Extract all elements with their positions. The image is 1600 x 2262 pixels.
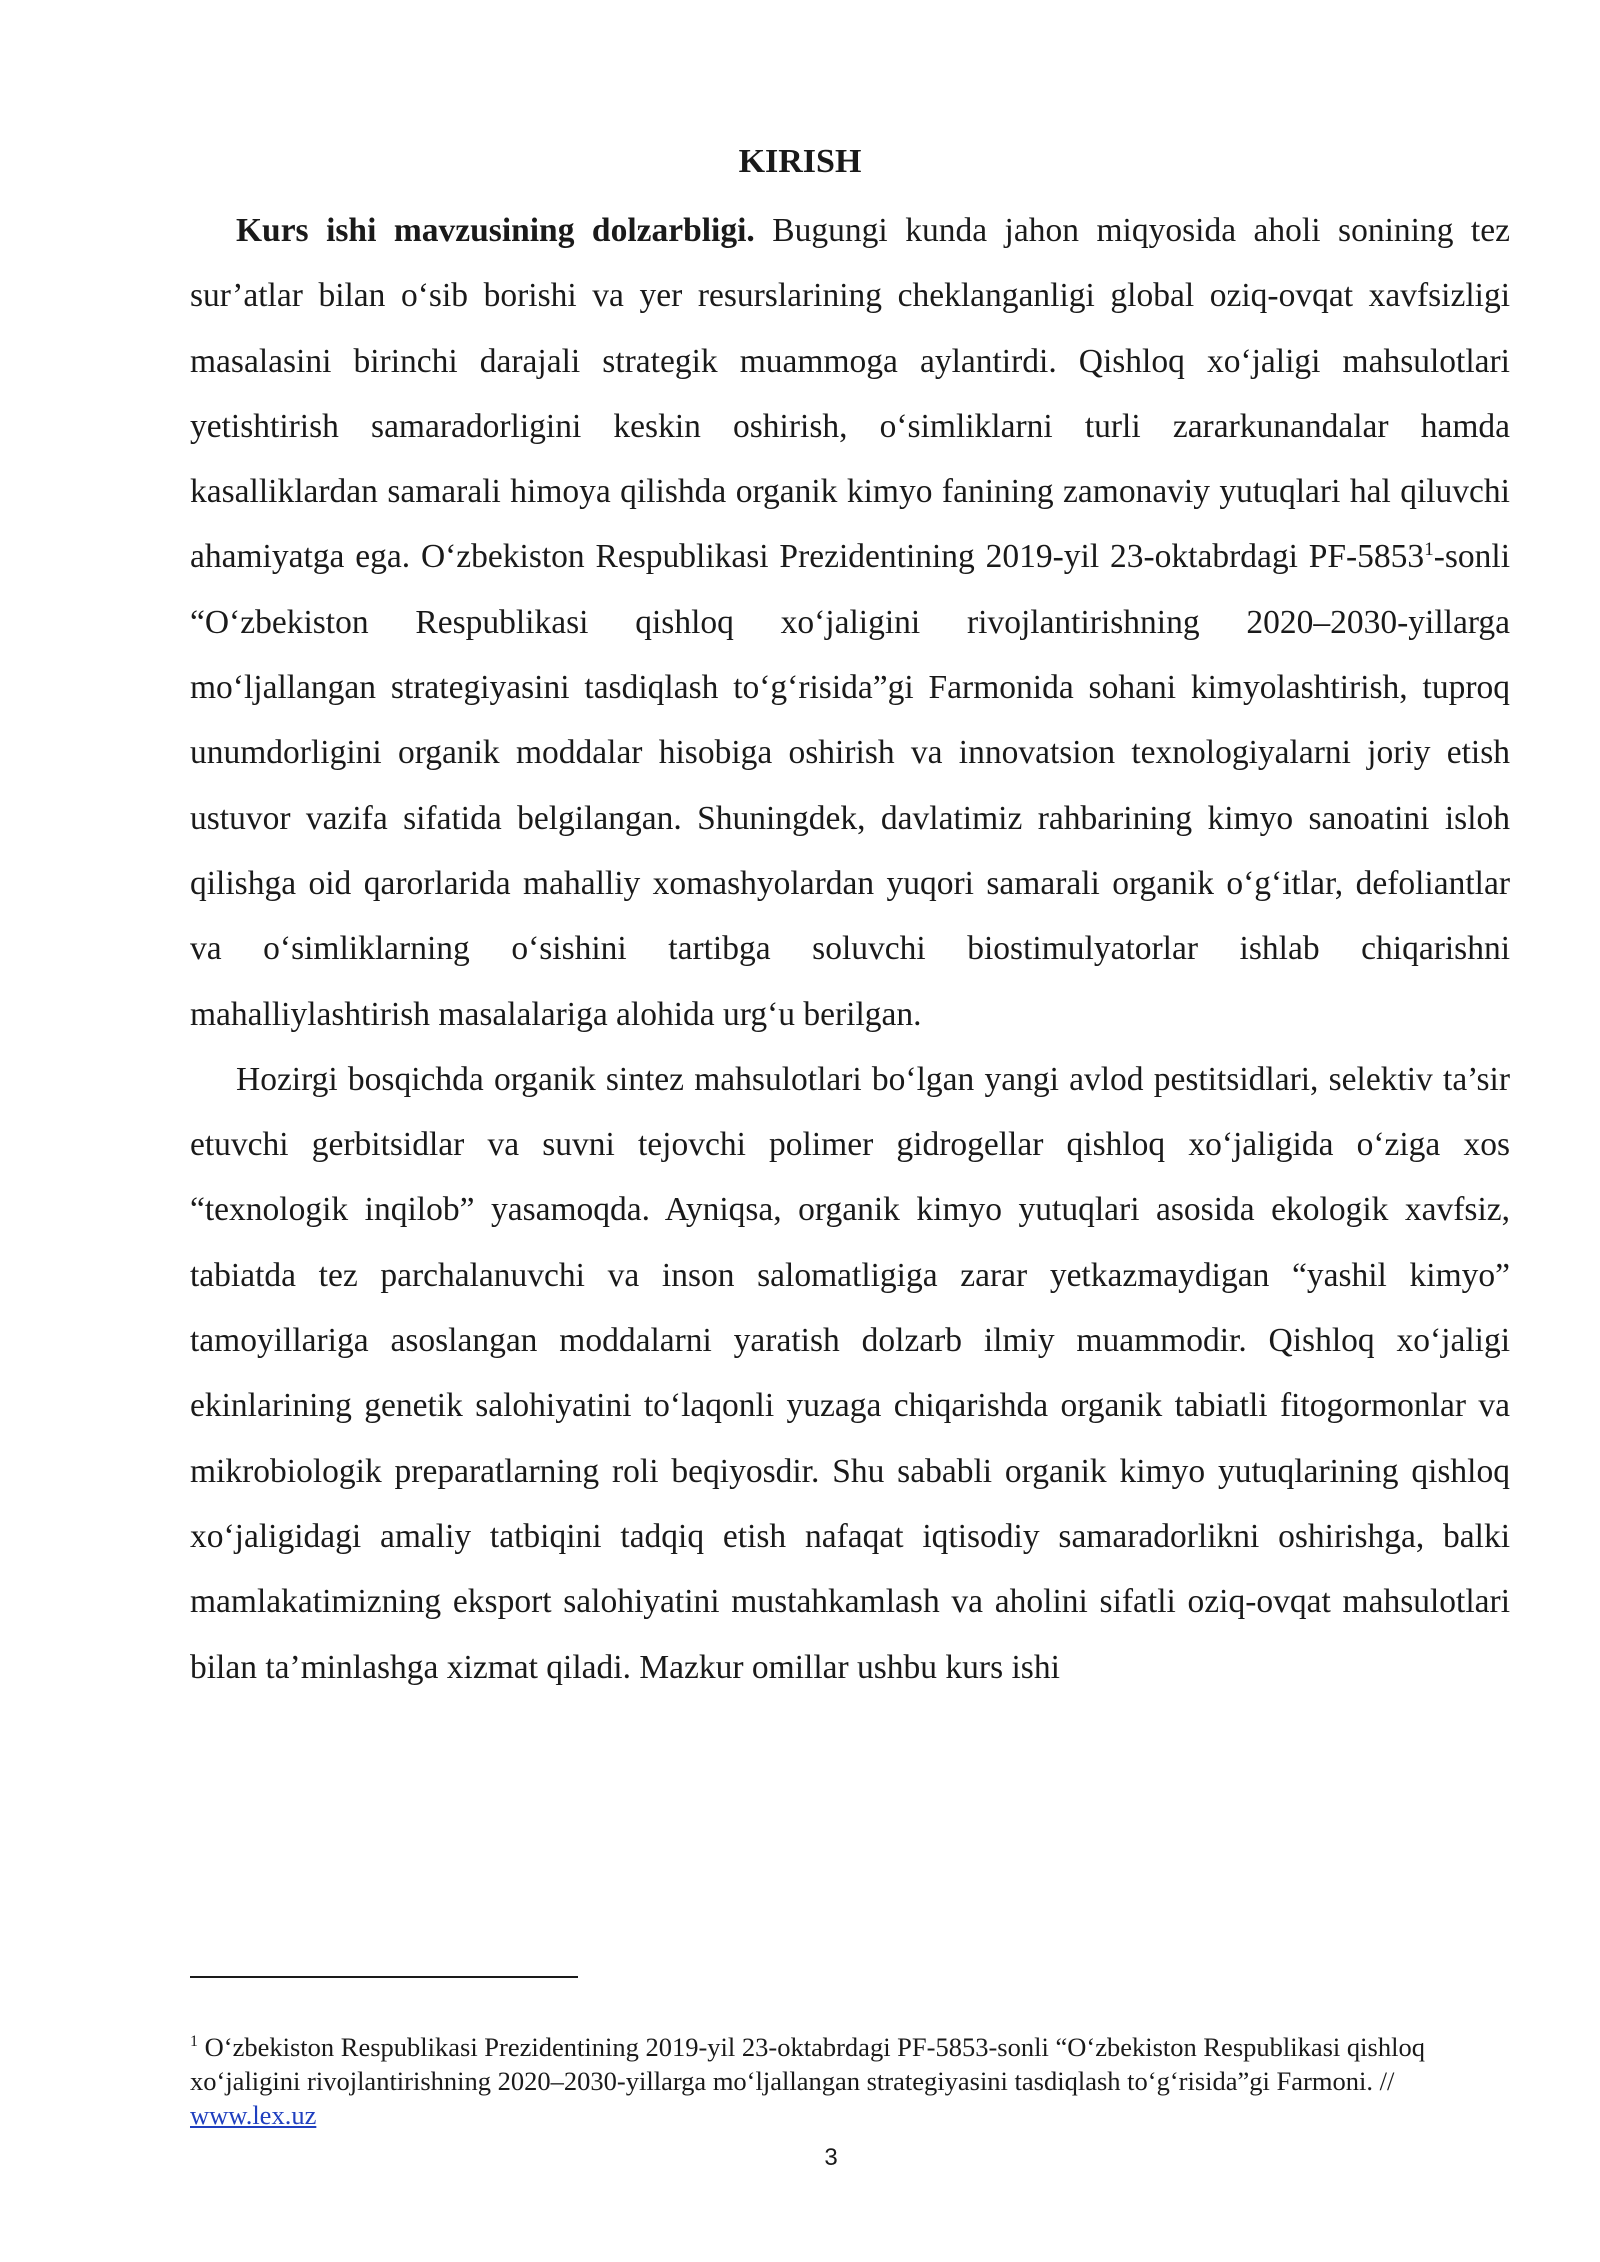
section-heading: KIRISH	[738, 143, 862, 180]
footnote-text: O‘zbekiston Respublikasi Prezidentining 2019-yil 23-oktabrdagi PF-5853-sonli “O‘zbekiston Respublikasi qishloq xo‘jaligini rivojlantirishning 2020–2030-yillarga mo‘ljallangan strategiyasini tasdiqlash to‘g‘risida”gi Farmoni. //	[190, 2032, 1425, 2096]
body-text	[190, 198, 1510, 1700]
paragraph-text: Bugungi kunda jahon miqyosida aholi sonining tez sur’atlar bilan o‘sib borishi va yer resurslarining cheklanganligi global oziq-ovqat xavfsizligi masalasini birinchi darajali strategik muammoga aylantirdi. Qishloq xo‘jaligi mahsulotlari yetishtirish samaradorligini keskin oshirish, o‘simliklarni turli zararkunandalar hamda kasalliklardan samarali himoya qilishda organik kimyo fanining zamonaviy yutuqlari hal qiluvchi ahamiyatga ega. O‘zbekiston Respublikasi Prezidentining 2019-yil 23-oktabrdagi PF-5853	[190, 212, 1510, 576]
page-number: 3	[824, 2144, 838, 2171]
paragraph-lead: Kurs ishi mavzusining dolzarbligi.	[236, 212, 755, 249]
footnote-reference[interactable]: 1	[1424, 539, 1434, 561]
paragraph-relevance	[190, 198, 1510, 1047]
footnote-separator	[190, 1976, 578, 1978]
paragraph-current-stage: Hozirgi bosqichda organik sintez mahsulotlari bo‘lgan yangi avlod pestitsidlari, selektiv ta’sir etuvchi gerbitsidlar va suvni tejovchi polimer gidrogellar qishloq xo‘jaligida o‘ziga xos “texnologik inqilob” yasamoqda. Ayniqsa, organik kimyo yutuqlari asosida ekologik xavfsiz, tabiatda tez parchalanuvchi va inson salomatligiga zarar yetkazmaydigan “yashil kimyo” tamoyillariga asoslangan moddalarni yaratish dolzarb ilmiy muammodir. Qishloq xo‘jaligi ekinlarining genetik salohiyatini to‘laqonli yuzaga chiqarishda organik tabiatli fitogormonlar va mikrobiologik preparatlarning roli beqiyosdir. Shu sababli organik kimyo yutuqlarining qishloq xo‘jaligidagi amaliy tatbiqini tadqiq etish nafaqat iqtisodiy samaradorlikni oshirishga, balki mamlakatimizning eksport salohiyatini mustahkamlash va aholini sifatli oziq-ovqat mahsulotlari bilan ta’minlashga xizmat qiladi. Mazkur omillar ushbu kurs ishi	[190, 1060, 1510, 1686]
footnote-mark: 1	[190, 2033, 198, 2051]
footnote	[190, 2030, 1512, 2132]
paragraph-text-continued: -sonli “O‘zbekiston Respublikasi qishloq xo‘jaligini rivojlantirishning 2020–2030-yillarga mo‘ljallangan strategiyasini tasdiqlash to‘g‘risida”gi Farmonida sohani kimyolashtirish, tuproq unumdorligini organik moddalar hisobiga oshirish va innovatsion texnologiyalarni joriy etish ustuvor vazifa sifatida belgilangan. Shuningdek, davlatimiz rahbarining kimyo sanoatini isloh qilishga oid qarorlarida mahalliy xomashyolardan yuqori samarali organik o‘g‘itlar, defoliantlar va o‘simliklarning o‘sishini tartibga soluvchi biostimulyatorlar ishlab chiqarishni mahalliylashtirish masalalariga alohida urg‘u berilgan.	[190, 538, 1510, 1033]
footnote-link[interactable]: www.lex.uz	[190, 2100, 317, 2130]
